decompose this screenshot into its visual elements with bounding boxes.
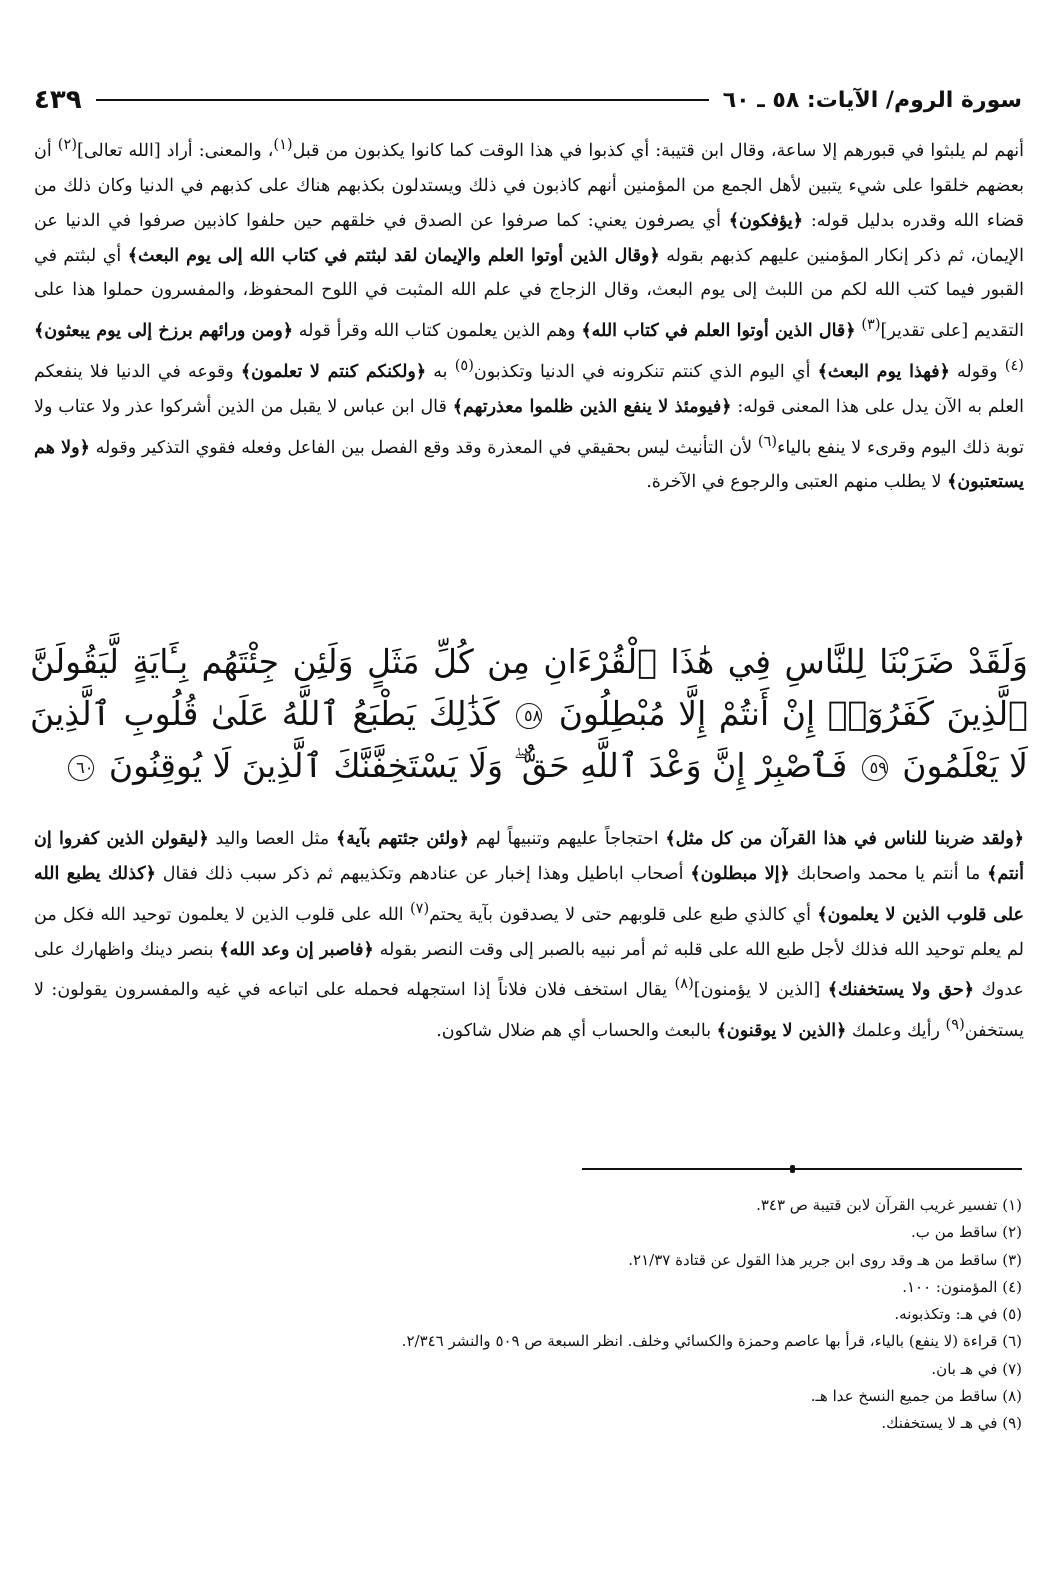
verse-text: وَلَقَدْ ضَرَبْنَا لِلنَّاسِ فِي هَٰذَا ٱلْقُرْءَانِ مِن كُلِّ مَثَلٍ وَلَئِن جِئْتَهُم بِـَٔايَةٍ لَّيَقُولَنَّ ٱلَّذِينَ كَفَرُوٓا۟ إِنْ أَنتُمْ إِلَّا مُبْطِلُونَ <box>30 642 1028 733</box>
text-run: وقوعه في الدنيا فلا ينفعكم العلم به الآن يدل على هذا المعنى قوله: <box>34 361 1024 417</box>
footnote-ref: (١) <box>273 136 293 153</box>
footnote-item: (٥) في هـ: وتكذبونه. <box>894 1305 1022 1324</box>
quran-quote: ﴿الذين لا يوقنون﴾ <box>716 1021 847 1042</box>
text-run: وهم الذين يعلمون كتاب الله وقرأ قوله <box>293 321 582 342</box>
text-run: قال ابن عباس لا يقبل من الذين أشركوا عذر ولا عتاب ولا توبة ذلك اليوم وقرىء لا ينفع بالياء <box>34 396 1025 458</box>
footnote-item: (٩) في هـ لا يستخفنك. <box>881 1414 1022 1433</box>
text-run: أي كالذي طبع على قلوبهم حتى لا يصدقون بآية يحتم <box>429 904 818 925</box>
text-run: أي لبثتم في القبور فيما كتب الله لكم من اللبث إلى يوم البعث، وقال الزجاج في علم الله المثبت في اللوح المحفوظ، والمفسرون حملوا هذا على التقديم [على تقدير] <box>34 245 1024 342</box>
footnote-item: (٢) ساقط من ب. <box>911 1223 1022 1242</box>
footnote-ref: (٣) <box>861 316 881 334</box>
quran-quote: ﴿كذلك يطبع الله على قلوب الذين لا يعلمون﴾ <box>34 863 1024 925</box>
footnote-ref: (٤) <box>1004 357 1024 375</box>
quran-quote: ﴿ولئن جئتهم بآية﴾ <box>335 829 469 849</box>
verse-number-marker: ٦٠ <box>68 755 94 781</box>
header-rule <box>96 99 709 101</box>
page-number: ٤٣٩ <box>34 85 82 115</box>
quran-quote: ﴿يؤفكون﴾ <box>728 210 804 231</box>
text-run: ، والمعنى: أراد [الله تعالى] <box>77 140 274 161</box>
footnote-ref: (٢) <box>57 136 77 153</box>
text-run: احتجاجاً عليهم وتنبيهاً لهم <box>468 829 666 849</box>
quran-verses-block <box>30 636 1028 792</box>
text-run: أي اليوم الذي كنتم تنكرونه في الدنيا وتكذبون <box>473 361 818 382</box>
text-run: رأيك وعلمك <box>846 1021 946 1042</box>
text-run: به <box>426 361 455 382</box>
page-header <box>34 82 1022 118</box>
quran-quote: ﴿وقال الذين أوتوا العلم والإيمان لقد لبثتم في كتاب الله إلى يوم البعث﴾ <box>127 245 660 266</box>
verse-text: كَذَٰلِكَ يَطْبَعُ ٱللَّهُ عَلَىٰ قُلُوبِ ٱلَّذِينَ لَا يَعْلَمُونَ <box>30 694 1028 785</box>
text-run: الله على قلوب الذين لا يعلمون توحيد الله فكل من لم يعلم توحيد الله فذلك لأجل طبع الله على قلبه ثم أمر نبيه بالصبر إلى وقت النصر بقوله <box>34 904 1024 960</box>
quran-quote: ﴿ولكنكم كنتم لا تعلمون﴾ <box>240 361 427 382</box>
text-run: لأن التأنيث ليس بحقيقي في المعذرة وقد وقع الفصل بين الفاعل وفعله فقوي التذكير وقوله <box>89 437 758 458</box>
text-run: وقوله <box>949 361 1005 382</box>
footnote-item: (٧) في هـ بان. <box>931 1359 1022 1378</box>
quran-quote: ﴿ولقد ضربنا للناس في هذا القرآن من كل مثل﴾ <box>665 829 1024 849</box>
footnote-item: (٤) المؤمنون: ١٠٠. <box>902 1277 1022 1296</box>
verse-text: فَٱصْبِرْ إِنَّ وَعْدَ ٱللَّهِ حَقٌّ ۖ وَلَا يَسْتَخِفَّنَّكَ ٱلَّذِينَ لَا يُوقِنُونَ <box>108 746 848 785</box>
verse-number-marker: ٥٨ <box>516 703 542 729</box>
tafsir-paragraph-2 <box>34 822 1024 1049</box>
footnote-item: (١) تفسير غريب القرآن لابن قتيبة ص ٣٤٣. <box>756 1196 1022 1214</box>
quran-quote: ﴿فاصبر إن وعد الله﴾ <box>219 939 374 960</box>
footnote-ref: (٦) <box>757 432 778 450</box>
text-run: أي يصرفون يعني: كما صرفوا عن الصدق في خلقهم حين حلفوا كاذبين صرفوا في الدنيا عن الإيمان، ثم ذكر إنكار المؤمنين عليهم كذبهم بقوله <box>34 210 1024 266</box>
quran-quote: ﴿قال الذين أوتوا العلم في كتاب الله﴾ <box>581 321 856 342</box>
footnote-ref: (٥) <box>454 357 474 375</box>
quran-quote: ﴿فهذا يوم البعث﴾ <box>817 361 950 382</box>
text-run: أن بعضهم خلقوا على شيء يتبين لأهل الجمع من المؤمنين أنهم كاذبون في ذلك ويستدلون بكذبهم هناك على كذبهم في الدنيا وكان ذلك من قضاء الله وقدره بدليل قوله: <box>34 140 1024 231</box>
footnote-item: (٦) قراءة (لا ينفع) بالياء، قرأ بها عاصم وحمزة والكسائي وخلف. انظر السبعة ص ٥٠٩ والنشر ٢/٣٤٦. <box>401 1332 1022 1351</box>
footnote-item: (٣) ساقط من هـ وقد روى ابن جرير هذا القول عن قتادة ٢١/٣٧. <box>628 1250 1022 1269</box>
text-run: أنهم لم يلبثوا في قبورهم إلا ساعة، وقال ابن قتيبة: أي كذبوا في هذا الوقت كما كانوا يكذبون من قبل <box>292 140 1024 161</box>
quran-quote: ﴿ومن ورائهم برزخ إلى يوم يبعثون﴾ <box>34 321 294 342</box>
footnote-item: (٨) ساقط من جميع النسخ عدا هـ. <box>810 1387 1022 1406</box>
footnote-separator <box>582 1168 1022 1170</box>
text-run: أصحاب اباطيل وهذا إخبار عن عنادهم وتكذيبهم ثم ذكر سبب ذلك فقال <box>155 863 691 884</box>
quran-quote: ﴿فيومئذ لا ينفع الذين ظلموا معذرتهم﴾ <box>452 396 732 417</box>
footnote-ref: (٧) <box>409 899 430 917</box>
quran-quote: ﴿ليقولن الذين كفروا إن أنتم﴾ <box>34 829 1025 884</box>
text-run: بالبعث والحساب أي هم ضلال شاكون. <box>436 1021 717 1042</box>
text-run: يقال استخف فلان فلاناً إذا استجهله فحمله على اتباعه في غيه والمفسرون يقولون: لا يستخفن <box>34 980 1024 1042</box>
footnote-ref: (٨) <box>674 975 694 993</box>
quran-quote: ﴿حق ولا يستخفنك﴾ <box>827 980 975 1001</box>
text-run: ما أنتم يا محمد واصحابك <box>789 863 988 884</box>
quran-quote: ﴿إلا مبطلون﴾ <box>690 863 790 884</box>
text-run: بنصر دينك واظهارك على عدوك <box>34 939 1024 1001</box>
separator-mark <box>790 1165 795 1173</box>
verse-number-marker: ٥٩ <box>862 755 888 781</box>
footnotes <box>80 1192 1022 1438</box>
running-title: سورة الروم/ الآيات: ٥٨ ـ ٦٠ <box>722 87 1022 113</box>
text-run: [الذين لا يؤمنون] <box>693 980 828 1001</box>
text-run: لا يطلب منهم العتبى والرجوع في الآخرة. <box>646 472 948 493</box>
tafsir-paragraph-1 <box>34 128 1024 500</box>
text-run: مثل العصا واليد <box>208 829 336 849</box>
quran-quote: ﴿ولا هم يستعتبون﴾ <box>34 437 1024 493</box>
footnote-ref: (٩) <box>945 1016 965 1034</box>
